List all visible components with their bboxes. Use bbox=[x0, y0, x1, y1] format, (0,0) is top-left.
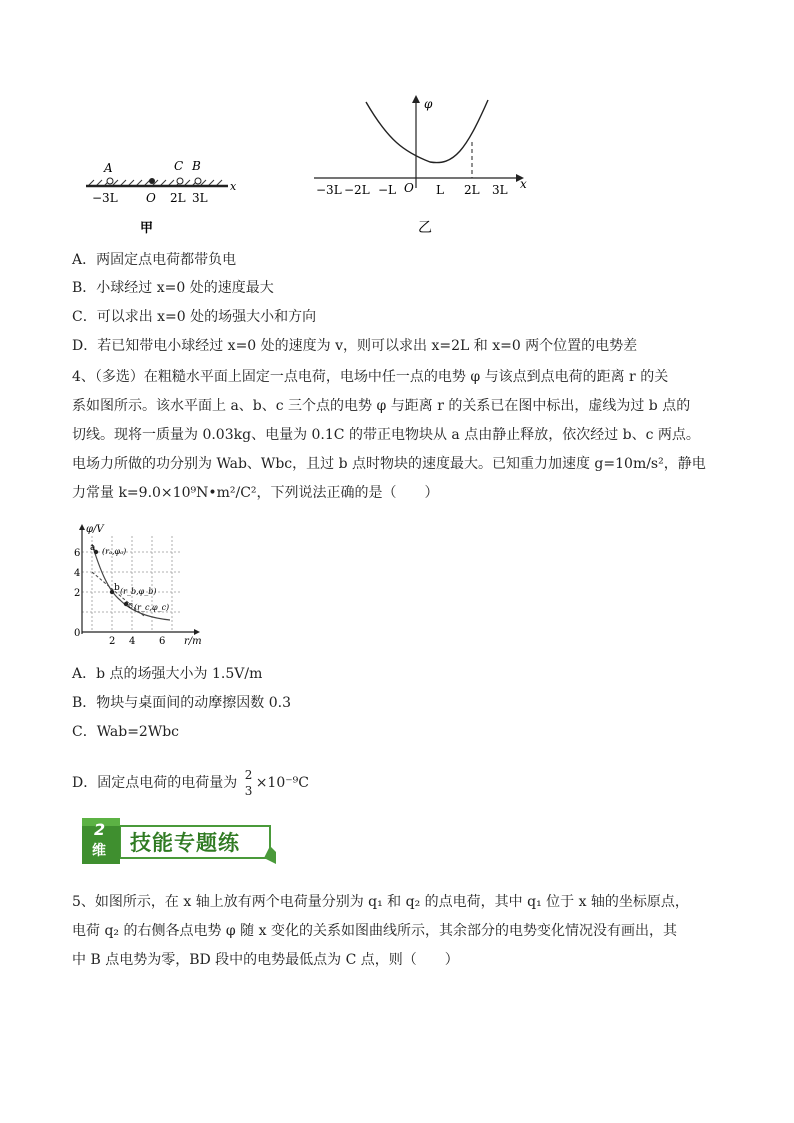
q4-option-d-prefix: D．固定点电荷的电荷量为 bbox=[72, 775, 238, 791]
q4-chart bbox=[70, 520, 220, 648]
yi-tick-neg2L: −2L bbox=[344, 183, 370, 197]
q4-x-tick-4: 4 bbox=[129, 636, 136, 647]
jia-origin: O bbox=[146, 191, 156, 205]
q4-y-tick-0: 0 bbox=[74, 628, 81, 639]
q4-y-label: φ/V bbox=[86, 524, 104, 535]
q5-line-1: 5、如图所示，在 x 轴上放有两个电荷量分别为 q₁ 和 q₂ 的点电荷，其中 q₁ 位于 x 轴的坐标原点， bbox=[72, 894, 689, 910]
q3-option-a: A．两固定点电荷都带负电 bbox=[72, 252, 237, 268]
q4-fraction-num: 2 bbox=[244, 768, 253, 782]
yi-tick-neg3L: −3L bbox=[316, 183, 342, 197]
q4-line-4: 电场力所做的功分别为 Wab、Wbc，且过 b 点时物块的速度最大。已知重力加速度 g=10m/s²，静电 bbox=[72, 456, 706, 472]
q3-option-b: B．小球经过 x=0 处的速度最大 bbox=[72, 280, 274, 296]
jia-label-A: A bbox=[104, 161, 113, 175]
section-banner bbox=[80, 818, 276, 864]
q4-label-b: b bbox=[114, 583, 120, 593]
q4-coord-a: (rₐ,φₐ) bbox=[102, 547, 127, 556]
yi-origin: O bbox=[404, 181, 414, 195]
q4-y-tick-2: 2 bbox=[74, 588, 81, 599]
q4-y-tick-6: 6 bbox=[74, 548, 81, 559]
q5-line-3: 中 B 点电势为零，BD 段中的电势最低点为 C 点，则（ ） bbox=[72, 952, 459, 968]
q4-fraction-den: 3 bbox=[244, 784, 253, 798]
banner-title: 技能专题练 bbox=[130, 831, 240, 855]
yi-x-label: x bbox=[520, 177, 527, 191]
q5-line-2: 电荷 q₂ 的右侧各点电势 φ 随 x 变化的关系如图曲线所示，其余部分的电势变化情况没有画出，其 bbox=[72, 923, 677, 939]
q4-line-2: 系如图所示。该水平面上 a、b、c 三个点的电势 φ 与距离 r 的关系已在图中标出，虚线为过 b 点的 bbox=[72, 398, 691, 414]
yi-caption: 乙 bbox=[418, 220, 432, 236]
jia-label-B: B bbox=[192, 159, 201, 173]
figure-yi bbox=[308, 92, 540, 240]
jia-axis-x: x bbox=[230, 180, 237, 193]
jia-caption: 甲 bbox=[140, 221, 154, 236]
q4-line-1: 4、（多选）在粗糙水平面上固定一点电荷，电场中任一点的电势 φ 与该点到点电荷的距离 r 的关 bbox=[72, 369, 669, 385]
yi-tick-3L: 3L bbox=[492, 183, 508, 197]
jia-tick-neg3L: −3L bbox=[92, 191, 118, 205]
yi-phi-label: φ bbox=[424, 97, 433, 111]
jia-charge-O bbox=[149, 178, 155, 184]
q3-option-d: D．若已知带电小球经过 x=0 处的速度为 v，则可以求出 x=2L 和 x=0 两个位置的电势差 bbox=[72, 338, 638, 354]
jia-point-B bbox=[195, 178, 201, 184]
q4-coord-b: (r_b,φ_b) bbox=[120, 587, 157, 596]
q4-y-tick-4: 4 bbox=[74, 568, 81, 579]
yi-tick-L: L bbox=[436, 183, 444, 197]
q4-line-3: 切线。现将一质量为 0.03kg、电量为 0.1C 的带正电物块从 a 点由静止释放，依次经过 b、c 两点。 bbox=[72, 427, 700, 443]
q4-option-b: B．物块与桌面间的动摩擦因数 0.3 bbox=[72, 695, 292, 711]
q4-option-d-suffix: ×10⁻⁹C bbox=[255, 775, 309, 791]
q4-label-a: a bbox=[90, 543, 96, 553]
q3-option-c: C．可以求出 x=0 处的场强大小和方向 bbox=[72, 309, 317, 325]
q4-coord-c: (r_c,φ_c) bbox=[134, 603, 170, 612]
banner-badge-top: 2 bbox=[94, 820, 106, 839]
jia-tick-3L: 3L bbox=[192, 191, 208, 205]
jia-point-A bbox=[107, 178, 113, 184]
jia-label-C: C bbox=[174, 159, 184, 173]
jia-point-C bbox=[177, 178, 183, 184]
q4-x-tick-6: 6 bbox=[159, 636, 166, 647]
q4-x-tick-2: 2 bbox=[109, 636, 116, 647]
figure-jia bbox=[84, 150, 254, 240]
q4-x-label: r/m bbox=[184, 636, 202, 647]
q4-option-d bbox=[72, 768, 309, 798]
banner-badge-bottom: 维 bbox=[92, 843, 106, 859]
q4-label-c: c bbox=[128, 601, 134, 611]
q4-line-5: 力常量 k=9.0×10⁹N•m²/C²，下列说法正确的是（ ） bbox=[72, 485, 439, 501]
yi-tick-2L: 2L bbox=[464, 183, 480, 197]
jia-tick-2L: 2L bbox=[170, 191, 186, 205]
yi-tick-negL: −L bbox=[378, 183, 397, 197]
q4-option-c: C．Wab=2Wbc bbox=[72, 724, 180, 740]
q4-option-a: A．b 点的场强大小为 1.5V/m bbox=[72, 666, 263, 682]
